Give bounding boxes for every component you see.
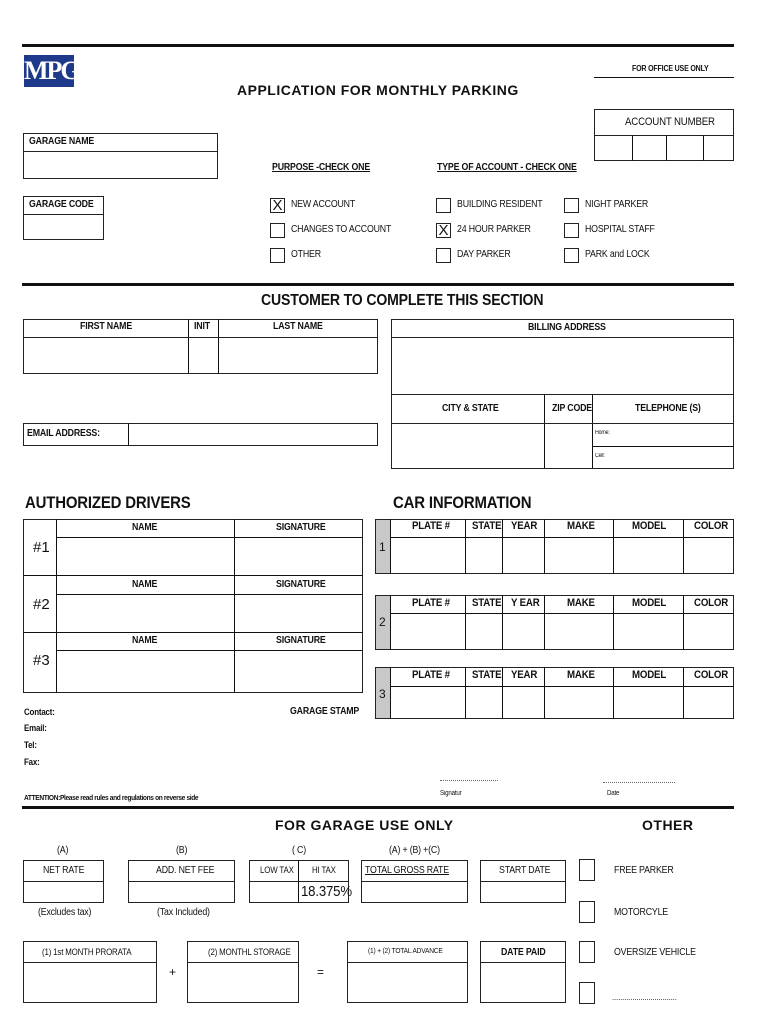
free-parker-checkbox[interactable] [579,859,595,881]
date-paid-field[interactable] [480,962,566,1003]
driver-signature-label: SIGNATURE [276,635,326,646]
oversize-vehicle-label: OVERSIZE VEHICLE [614,947,696,958]
driver-2-signature-field[interactable] [235,595,362,632]
divider [128,423,129,446]
date-caption: Date [607,790,620,797]
changes-account-checkbox[interactable] [270,223,285,238]
low-tax-label: LOW TAX [260,865,294,875]
add-net-fee-field[interactable] [128,881,235,903]
section-rule [22,283,734,286]
building-resident-checkbox[interactable] [436,198,451,213]
park-lock-checkbox[interactable] [564,248,579,263]
driver-signature-label: SIGNATURE [276,579,326,590]
top-rule [22,44,734,47]
driver-name-label: NAME [132,635,158,646]
net-rate-label: NET RATE [43,865,85,876]
signature-caption: Signatur [440,790,462,797]
prorata-label: (1) 1st MONTH PRORATA [42,947,132,957]
car-row-number: 2 [379,615,386,629]
building-resident-label: BUILDING RESIDENT [457,199,543,210]
init-label: INIT [194,321,210,332]
total-advance-label: (1) + (2) TOTAL ADVANCE [368,946,443,955]
account-number-label: ACCOUNT NUMBER [625,116,715,128]
driver-3-signature-field[interactable] [235,651,362,692]
total-advance-field[interactable] [347,962,468,1003]
label-abc: (A) + (B) +(C) [389,845,440,856]
color-col: COLOR [694,597,729,609]
first-name-label: FIRST NAME [80,321,133,332]
oversize-vehicle-checkbox[interactable] [579,941,595,963]
garage-code-label: GARAGE CODE [29,199,94,210]
hi-tax-value: 18.375% [301,883,352,900]
divider [666,135,667,161]
garage-name-header [23,133,218,152]
plus-sign: + [169,965,176,979]
divider [23,632,363,633]
driver-signature-label: SIGNATURE [276,522,326,533]
divider [592,446,734,447]
garage-stamp-label: GARAGE STAMP [290,706,360,717]
billing-header [391,319,734,338]
model-col: MODEL [632,669,667,681]
customer-heading: CUSTOMER TO COMPLETE THIS SECTION [261,292,544,309]
office-use-rule [594,77,734,78]
add-net-fee-label: ADD. NET FEE [156,865,215,876]
day-parker-checkbox[interactable] [436,248,451,263]
divider [23,575,363,576]
model-col: MODEL [632,597,667,609]
make-col: MAKE [567,597,595,609]
model-col: MODEL [632,520,667,532]
add-net-fee-header [128,860,235,882]
date-paid-header [480,941,566,963]
start-date-header [480,860,566,882]
net-rate-field[interactable] [23,881,104,903]
park-lock-label: PARK and LOCK [585,249,650,260]
name-input-row[interactable] [23,337,378,374]
free-parker-label: FREE PARKER [614,865,674,876]
driver-1-signature-field[interactable] [235,538,362,575]
account-number-field[interactable] [594,135,734,161]
driver-row-number: #1 [33,539,50,556]
garage-name-label: GARAGE NAME [29,136,95,147]
section-rule [22,806,734,809]
car-row-number: 3 [379,687,386,701]
total-advance-header [347,941,468,963]
driver-row-number: #2 [33,596,50,613]
start-date-label: START DATE [499,865,551,876]
garage-code-header [23,196,104,215]
driver-1-name-field[interactable] [57,538,234,575]
plate-col: PLATE # [412,520,450,532]
equals-sign: = [317,965,324,979]
garage-use-heading: FOR GARAGE USE ONLY [275,817,454,833]
year-col: YEAR [511,520,538,532]
driver-name-label: NAME [132,522,158,533]
label-c: ( C) [292,845,306,856]
motorcycle-label: MOTORCYLE [614,907,668,918]
plate-col: PLATE # [412,669,450,681]
hospital-staff-checkbox[interactable] [564,223,579,238]
other-blank-line[interactable]: ................................ [612,993,677,1002]
motorcycle-checkbox[interactable] [579,901,595,923]
storage-label: (2) MONTHL STORAGE [208,947,291,957]
storage-header [187,941,299,963]
new-account-label: NEW ACCOUNT [291,199,356,210]
last-name-label: LAST NAME [273,321,323,332]
year-col: Y EAR [511,597,540,609]
purpose-heading: PURPOSE -CHECK ONE [272,162,371,173]
changes-account-label: CHANGES TO ACCOUNT [291,224,392,235]
hospital-staff-label: HOSPITAL STAFF [585,224,655,235]
prorata-field[interactable] [23,962,157,1003]
other-checkbox[interactable] [270,248,285,263]
24-hour-parker-checkbox[interactable]: X [436,223,451,238]
date-line[interactable] [603,782,675,783]
night-parker-checkbox[interactable] [564,198,579,213]
24-hour-parker-label: 24 HOUR PARKER [457,224,531,235]
billing-address-field[interactable] [391,337,734,395]
other-label: OTHER [291,249,321,260]
fax-label: Fax: [24,757,40,767]
label-b: (B) [176,845,188,856]
garage-code-field[interactable] [23,214,104,240]
account-number-header [594,109,734,136]
driver-name-label: NAME [132,579,158,590]
night-parker-label: NIGHT PARKER [585,199,649,210]
zip-code-label: ZIP CODE [552,403,592,414]
drivers-heading: AUTHORIZED DRIVERS [25,493,191,512]
office-use-label: FOR OFFICE USE ONLY [632,64,709,73]
prorata-header [23,941,157,963]
storage-field[interactable] [187,962,299,1003]
driver-2-name-field[interactable] [57,595,234,632]
excludes-tax-note: (Excludes tax) [38,907,92,918]
tax-included-note: (Tax Included) [157,907,210,918]
home-label: Home: [595,430,610,436]
car-1-fields[interactable] [391,538,734,573]
state-col: STATE [472,669,502,681]
divider [632,135,633,161]
make-col: MAKE [567,669,595,681]
total-gross-header [361,860,468,882]
driver-row-number: #3 [33,652,50,669]
day-parker-label: DAY PARKER [457,249,511,260]
signature-line[interactable] [440,780,498,781]
account-type-heading: TYPE OF ACCOUNT - CHECK ONE [437,162,577,173]
state-col: STATE [472,520,502,532]
tel-label: Tel: [24,740,37,750]
driver-3-name-field[interactable] [57,651,234,692]
other-heading: OTHER [642,817,694,833]
date-paid-label: DATE PAID [501,947,546,958]
billing-address-label: BILLING ADDRESS [528,322,606,333]
attention-note: ATTENTION:Please read rules and regulations on reverse side [24,793,199,802]
divider [703,135,704,161]
contact-label: Contact: [24,707,55,717]
total-gross-field[interactable] [361,881,468,903]
net-rate-header [23,860,104,882]
color-col: COLOR [694,669,729,681]
garage-name-field[interactable] [23,151,218,179]
other-blank-checkbox[interactable] [579,982,595,1004]
car-info-heading: CAR INFORMATION [393,493,532,512]
year-col: YEAR [511,669,538,681]
email-contact-label: Email: [24,723,47,733]
total-gross-label: TOTAL GROSS RATE [365,865,449,876]
car-3-fields[interactable] [391,687,734,718]
car-row-number: 1 [379,540,386,554]
email-label: EMAIL ADDRESS: [27,428,100,439]
color-col: COLOR [694,520,729,532]
make-col: MAKE [567,520,595,532]
city-state-label: CITY & STATE [442,403,499,414]
car-2-fields[interactable] [391,614,734,649]
page-title: APPLICATION FOR MONTHLY PARKING [237,82,519,98]
state-col: STATE [472,597,502,609]
start-date-field[interactable] [480,881,566,903]
telephone-label: TELEPHONE (S) [635,403,701,414]
label-a: (A) [57,845,69,856]
new-account-checkbox[interactable]: X [270,198,285,213]
hi-tax-label: HI TAX [312,865,336,875]
cell-label: Cell: [595,453,605,459]
plate-col: PLATE # [412,597,450,609]
mpg-logo: MPG [24,56,79,85]
